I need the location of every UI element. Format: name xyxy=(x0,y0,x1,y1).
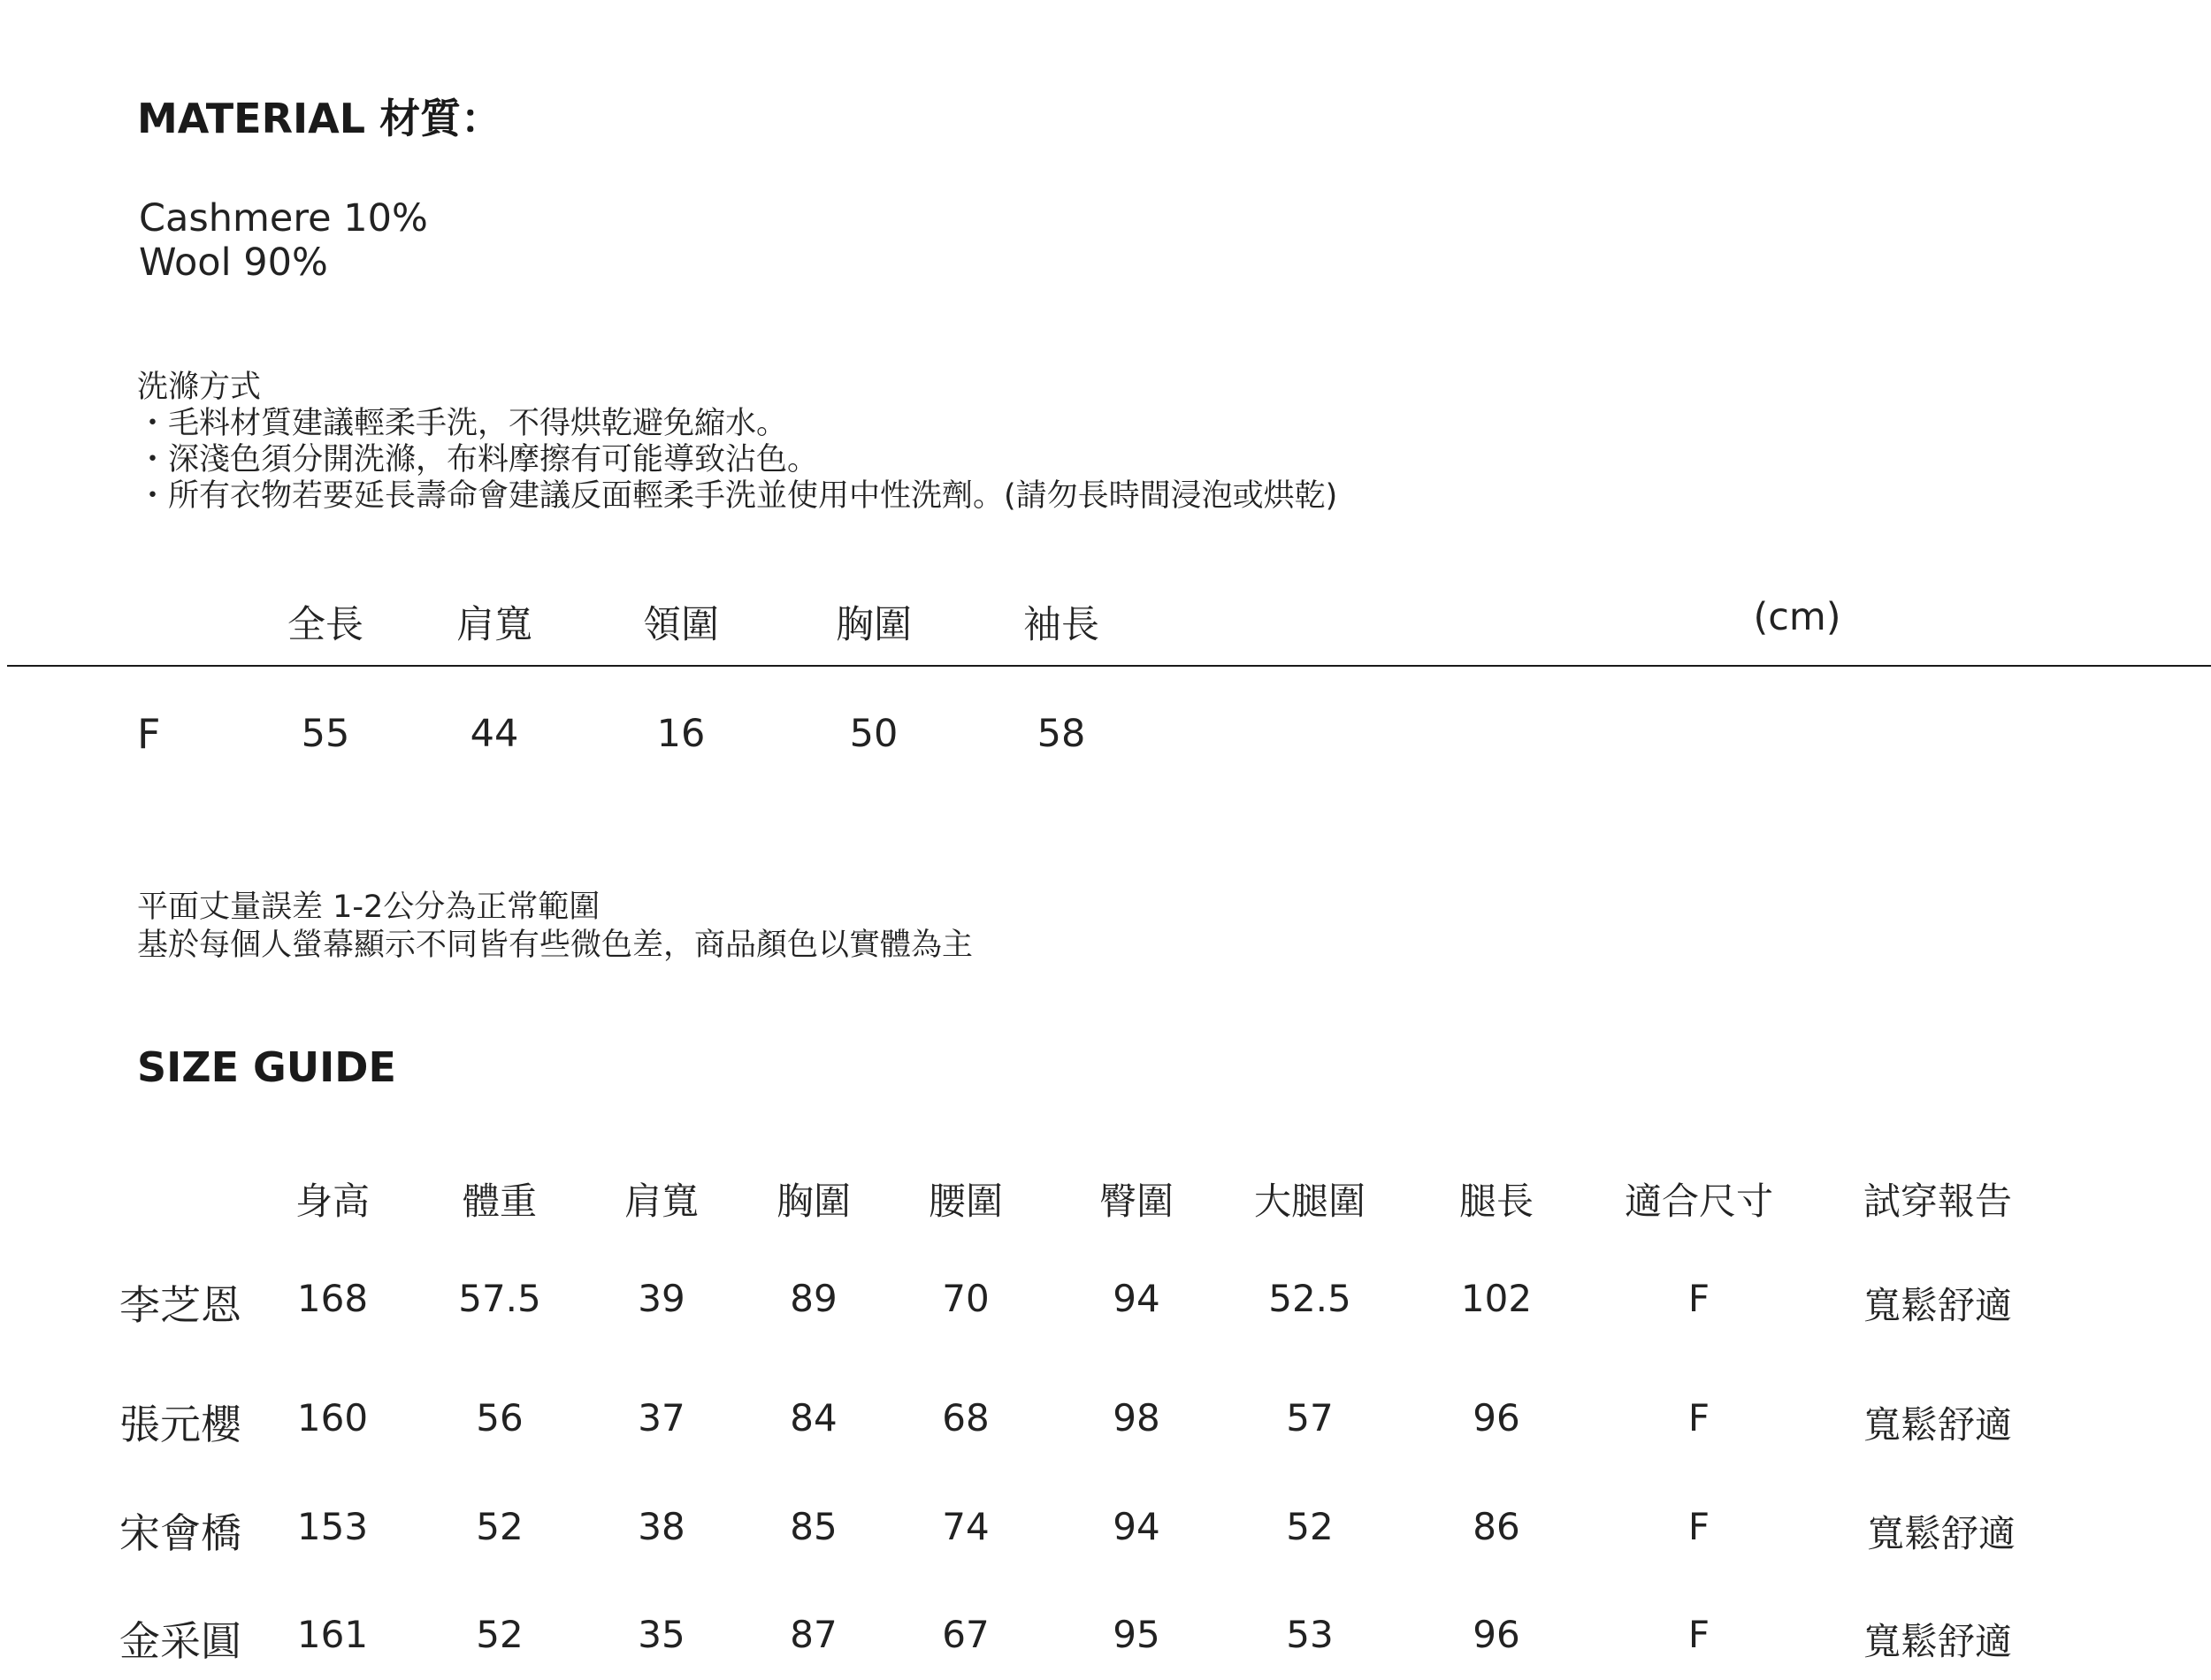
size-cell: 39 xyxy=(638,1277,685,1320)
model-name: 金采圓 xyxy=(119,1617,241,1665)
size-header-weight: 體重 xyxy=(462,1180,538,1223)
size-cell: 74 xyxy=(942,1505,990,1548)
note-line: 基於每個人螢幕顯示不同皆有些微色差，商品顏色以實體為主 xyxy=(137,928,974,963)
size-cell: 153 xyxy=(296,1505,369,1548)
care-line: ・毛料材質建議輕柔手洗，不得烘乾避免縮水。 xyxy=(137,406,788,441)
size-cell: 168 xyxy=(296,1277,369,1320)
size-cell: 86 xyxy=(1473,1505,1520,1548)
size-cell: 94 xyxy=(1113,1277,1160,1320)
measurement-notes xyxy=(137,889,973,965)
size-cell: 98 xyxy=(1113,1396,1160,1439)
size-cell: 57.5 xyxy=(458,1277,541,1320)
measure-value-collar: 16 xyxy=(656,712,706,756)
model-name: 宋會橋 xyxy=(119,1509,241,1557)
size-cell: 寬鬆舒適 xyxy=(1863,1284,2013,1327)
care-line: ・所有衣物若要延長壽命會建議反面輕柔手洗並使用中性洗劑。(請勿長時間浸泡或烘乾) xyxy=(137,478,1338,514)
size-header-height: 身高 xyxy=(295,1180,371,1223)
size-header-chest: 胸圍 xyxy=(776,1180,852,1223)
measure-header-chest: 胸圍 xyxy=(836,603,912,647)
size-cell: 68 xyxy=(942,1396,990,1439)
care-instructions xyxy=(137,370,1337,515)
size-header-fit-report: 試穿報告 xyxy=(1863,1180,2013,1223)
size-header-waist: 腰圍 xyxy=(928,1180,1004,1223)
size-cell: F xyxy=(1687,1613,1710,1656)
size-cell: 35 xyxy=(638,1613,685,1656)
size-cell: 96 xyxy=(1473,1613,1520,1656)
size-cell: 52 xyxy=(1286,1505,1334,1548)
size-cell: F xyxy=(1687,1396,1710,1439)
size-cell: 89 xyxy=(790,1277,838,1320)
size-cell: 96 xyxy=(1473,1396,1520,1439)
size-header-thigh: 大腿圍 xyxy=(1253,1180,1366,1223)
size-cell: 94 xyxy=(1113,1505,1160,1548)
model-name: 張元櫻 xyxy=(119,1401,241,1448)
measure-size-label: F xyxy=(137,710,161,758)
size-cell: 84 xyxy=(790,1396,838,1439)
size-cell: 70 xyxy=(942,1277,990,1320)
size-cell: 87 xyxy=(790,1613,838,1656)
size-cell: 53 xyxy=(1286,1613,1334,1656)
size-cell: 67 xyxy=(942,1613,990,1656)
size-header-hip: 臀圍 xyxy=(1098,1180,1174,1223)
model-name: 李芝恩 xyxy=(119,1281,241,1329)
care-line: ・深淺色須分開洗滌，布料摩擦有可能導致沾色。 xyxy=(137,442,819,477)
size-cell: 寬鬆舒適 xyxy=(1863,1620,2013,1663)
care-title: 洗滌方式 xyxy=(137,370,262,405)
measure-value-chest: 50 xyxy=(849,712,899,756)
note-line: 平面丈量誤差 1-2公分為正常範圍 xyxy=(137,890,601,925)
material-title: MATERIAL 材質： xyxy=(137,95,502,142)
measure-header-sleeve: 袖長 xyxy=(1023,603,1099,647)
size-header-leg: 腿長 xyxy=(1458,1180,1534,1223)
size-cell: 56 xyxy=(476,1396,524,1439)
size-cell: 38 xyxy=(638,1505,685,1548)
measure-header-collar: 領圍 xyxy=(643,603,719,647)
measure-header-shoulder: 肩寬 xyxy=(456,603,532,647)
size-cell: F xyxy=(1687,1505,1710,1548)
material-line-wool: Wool 90% xyxy=(139,241,328,285)
size-cell: 37 xyxy=(638,1396,685,1439)
measure-value-sleeve: 58 xyxy=(1037,712,1086,756)
size-cell: 寬鬆舒適 xyxy=(1866,1512,2016,1555)
measure-header-length: 全長 xyxy=(287,603,363,647)
size-cell: 95 xyxy=(1113,1613,1160,1656)
size-guide-title: SIZE GUIDE xyxy=(137,1043,396,1091)
material-line-cashmere: Cashmere 10% xyxy=(139,196,428,241)
size-cell: 52.5 xyxy=(1268,1277,1351,1320)
table-divider xyxy=(7,665,2211,667)
size-cell: 寬鬆舒適 xyxy=(1863,1403,2013,1447)
size-cell: 160 xyxy=(296,1396,369,1439)
size-header-shoulder: 肩寬 xyxy=(624,1180,700,1223)
size-cell: 85 xyxy=(790,1505,838,1548)
size-cell: F xyxy=(1687,1277,1710,1320)
size-cell: 57 xyxy=(1286,1396,1334,1439)
size-header-fit-size: 適合尺寸 xyxy=(1624,1180,1774,1223)
measure-unit: (cm) xyxy=(1753,595,1841,639)
measure-value-length: 55 xyxy=(301,712,350,756)
size-cell: 161 xyxy=(296,1613,369,1656)
size-cell: 52 xyxy=(476,1505,524,1548)
measure-value-shoulder: 44 xyxy=(470,712,519,756)
size-cell: 102 xyxy=(1460,1277,1533,1320)
size-cell: 52 xyxy=(476,1613,524,1656)
